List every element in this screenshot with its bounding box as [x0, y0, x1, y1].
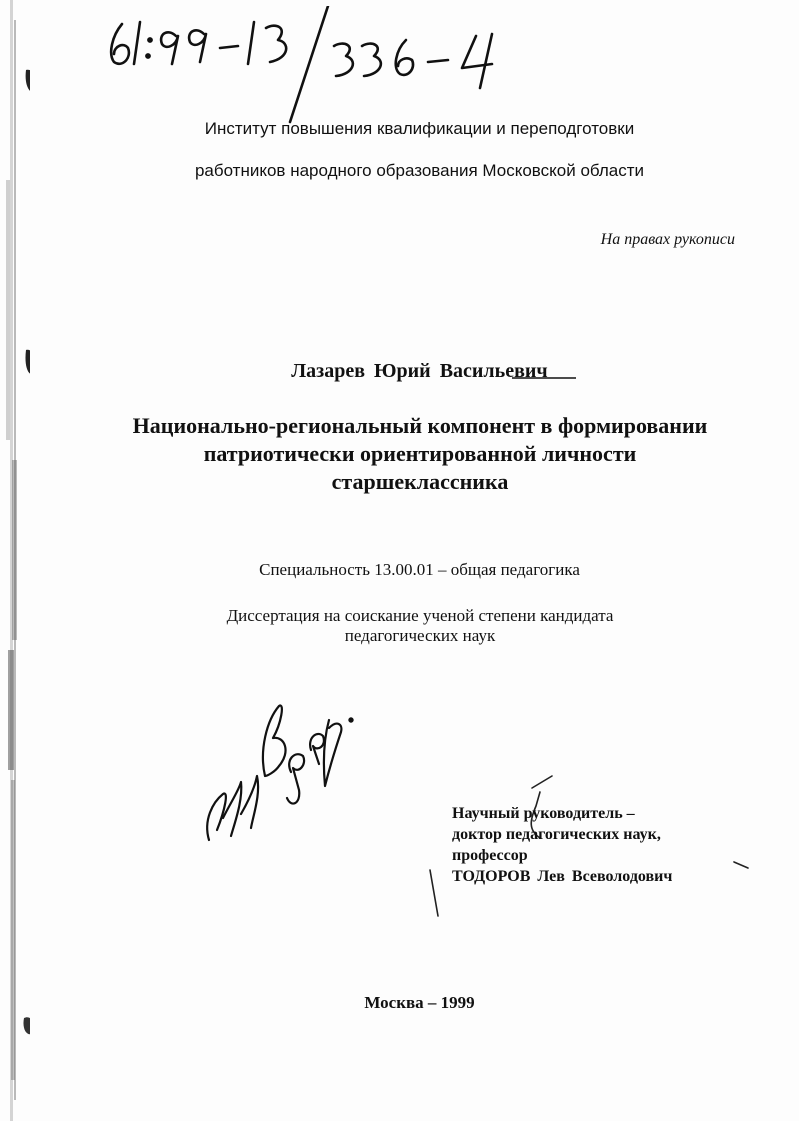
institute-name-line-1: Институт повышения квалификации и переподготовки	[204, 119, 635, 138]
city-year: Москва – 1999	[364, 993, 475, 1012]
title-line-1: Национально-региональный компонент в формировании	[132, 413, 708, 438]
title-line-3: старшеклассника	[331, 469, 509, 494]
degree-statement	[120, 606, 720, 646]
title-line-2: патриотически ориентированной личности	[203, 441, 637, 466]
manuscript-rights-note: На правах рукописи	[600, 231, 735, 248]
degree-line-2: педагогических наук	[344, 626, 496, 645]
specialty-line: Специальность 13.00.01 – общая педагогика	[259, 560, 580, 579]
dissertation-title	[80, 412, 760, 496]
supervisor-role: Научный руководитель –	[452, 805, 635, 822]
scientific-supervisor-block	[452, 803, 672, 887]
handwritten-signature	[195, 690, 365, 860]
supervisor-name: ТОДОРОВ Лев Всеволодович	[452, 868, 673, 885]
supervisor-title: профессор	[452, 847, 528, 864]
institute-name-line-2: работников народного образования Московской области	[194, 161, 645, 180]
author-name: Лазарев Юрий Васильевич	[291, 360, 548, 382]
supervisor-degree: доктор педагогических наук,	[452, 826, 661, 843]
degree-line-1: Диссертация на соискание ученой степени кандидата	[226, 606, 614, 625]
handwritten-code-text: 61:99-13/336-4	[100, 6, 107, 7]
handwritten-archive-code	[100, 6, 520, 126]
